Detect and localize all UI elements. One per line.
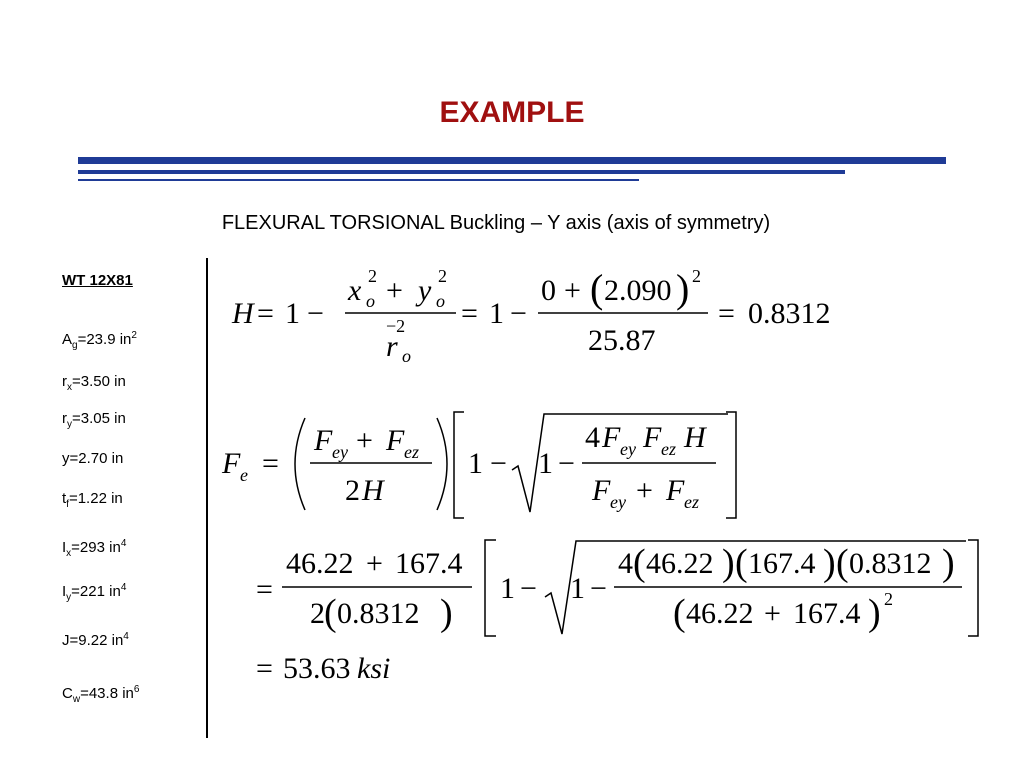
eq3-paren-open-3: ( — [735, 542, 748, 584]
eq2-den-Fez-sub: ez — [684, 492, 699, 512]
eq4-value: 53.63 — [283, 652, 351, 685]
eq1-r-sub: o — [402, 346, 411, 366]
eq3-den-exp: 2 — [884, 589, 893, 609]
eq1-y-sub: o — [436, 291, 445, 311]
eq3-paren-open-2: ( — [633, 542, 646, 584]
equation-fe — [221, 412, 736, 518]
eq2-big-paren-open — [295, 418, 305, 510]
eq2-num-Fez-F: F — [643, 421, 662, 454]
eq3-num-b: 167.4 — [395, 547, 463, 580]
eq2-lhs-F: F — [222, 447, 241, 480]
eq3-paren-open-5: ( — [673, 592, 686, 634]
eq2-den-Fey-sub: ey — [610, 492, 626, 512]
eq1-lhs: H — [232, 297, 254, 330]
eq1-minus-1: − — [307, 297, 324, 330]
eq1-equals-2: = — [461, 297, 478, 330]
eq2-equals: = — [262, 447, 279, 480]
eq3-minus-1: − — [520, 572, 537, 605]
eq1-plus-2: + — [564, 274, 581, 307]
slide-subtitle: FLEXURAL TORSIONAL Buckling – Y axis (axis of symmetry) — [221, 212, 771, 234]
eq3-four: 4 — [618, 547, 633, 580]
eq2-minus-2: − — [558, 447, 575, 480]
eq1-one-2: 1 — [489, 297, 504, 330]
eq2-H: H — [362, 474, 384, 507]
equation-substitution — [256, 540, 978, 636]
eq2-den-Fez-F: F — [666, 474, 685, 507]
section-designation: WT 12X81 — [62, 272, 133, 289]
eq3-num-h2: 0.8312 — [849, 547, 932, 580]
eq2-Fez-F: F — [386, 424, 405, 457]
eq2-one-2: 1 — [538, 447, 553, 480]
eq3-paren-open-4: ( — [836, 542, 849, 584]
eq3-minus-2: − — [590, 572, 607, 605]
eq2-num-Fey-sub: ey — [620, 439, 636, 459]
eq1-num-value: 2.090 — [604, 274, 672, 307]
eq2-den-Fey-F: F — [592, 474, 611, 507]
property-radius-gyration-x: $r_x=3.50$ in — [62, 373, 126, 393]
eq2-num-Fez-sub: ez — [661, 439, 676, 459]
eq1-r: r — [386, 330, 398, 363]
eq3-bracket-close — [968, 540, 978, 636]
eq3-one-1: 1 — [500, 572, 515, 605]
eq2-two: 2 — [345, 474, 360, 507]
eq3-paren-close-4: ) — [942, 542, 955, 584]
property-flange-thickness: $t_f=1.22$ in — [62, 490, 123, 510]
eq1-y-exp: 2 — [438, 266, 447, 286]
eq1-num-exp: 2 — [692, 266, 701, 286]
property-radius-gyration-y: $r_y=3.05$ in — [62, 410, 126, 430]
eq2-one-1: 1 — [468, 447, 483, 480]
eq3-paren-close-1: ) — [440, 592, 453, 634]
eq2-plus-2: + — [636, 474, 653, 507]
eq2-lhs-sub: e — [240, 465, 248, 485]
eq3-paren-close-3: ) — [823, 542, 836, 584]
eq2-Fey-F: F — [314, 424, 333, 457]
eq1-r-exp: −2 — [386, 316, 406, 336]
eq3-num-b2: 167.4 — [748, 547, 816, 580]
eq1-equals-1: = — [257, 297, 274, 330]
eq3-plus-2: + — [764, 597, 781, 630]
eq3-equals: = — [256, 573, 273, 606]
eq3-num-a2: 46.22 — [646, 547, 714, 580]
eq1-one-1: 1 — [285, 297, 300, 330]
eq4-equals: = — [256, 652, 273, 685]
eq3-plus-1: + — [366, 547, 383, 580]
eq1-x-sub: o — [366, 291, 375, 311]
property-torsion-constant: J=9.22 $in^4$ — [62, 631, 129, 649]
eq3-den-two: 2 — [310, 597, 325, 630]
eq2-bracket-open — [454, 412, 464, 518]
eq1-paren-close: ) — [676, 266, 690, 311]
eq1-plus-1: + — [386, 274, 403, 307]
eq1-paren-open: ( — [590, 266, 604, 311]
eq3-den-h: 0.8312 — [337, 597, 420, 630]
eq1-y: y — [418, 274, 432, 307]
eq3-den-b: 167.4 — [793, 597, 861, 630]
eq4-unit: ksi — [357, 652, 391, 685]
eq3-num-a: 46.22 — [286, 547, 354, 580]
eq1-x-exp: 2 — [368, 266, 377, 286]
eq3-paren-close-2: ) — [722, 542, 735, 584]
property-moment-inertia-x: $I_x=293$ $in^4$ — [62, 538, 127, 559]
eq1-denominator: 25.87 — [588, 324, 656, 357]
eq1-equals-3: = — [718, 297, 735, 330]
eq2-num-Fey-F: F — [602, 421, 621, 454]
eq2-big-paren-close — [437, 418, 447, 510]
property-warping-constant: $C_w=43.8$ $in^6$ — [62, 684, 140, 705]
equation-result — [256, 652, 390, 685]
equation-h — [231, 266, 831, 366]
eq3-paren-open-1: ( — [324, 592, 337, 634]
eq2-Fez-sub: ez — [404, 442, 419, 462]
eq3-bracket-open — [485, 540, 496, 636]
eq1-minus-2: − — [510, 297, 527, 330]
eq2-bracket-close — [726, 412, 736, 518]
eq1-x: x — [348, 274, 362, 307]
eq3-paren-close-5: ) — [868, 592, 881, 634]
eq1-result: 0.8312 — [748, 297, 831, 330]
eq2-four: 4 — [585, 421, 600, 454]
eq2-num-H: H — [684, 421, 706, 454]
property-moment-inertia-y: $I_y=221$ $in^4$ — [62, 582, 127, 603]
eq3-den-a: 46.22 — [686, 597, 754, 630]
eq2-minus-1: − — [490, 447, 507, 480]
eq1-num-zero: 0 — [541, 274, 556, 307]
property-gross-area: $A_g=23.9$ $in^2$ — [62, 330, 137, 351]
slide-title: EXAMPLE — [439, 96, 585, 129]
eq3-one-2: 1 — [570, 572, 585, 605]
property-centroid-y: y=2.70 in — [62, 450, 124, 467]
eq2-Fey-sub: ey — [332, 442, 348, 462]
eq2-plus-1: + — [356, 424, 373, 457]
